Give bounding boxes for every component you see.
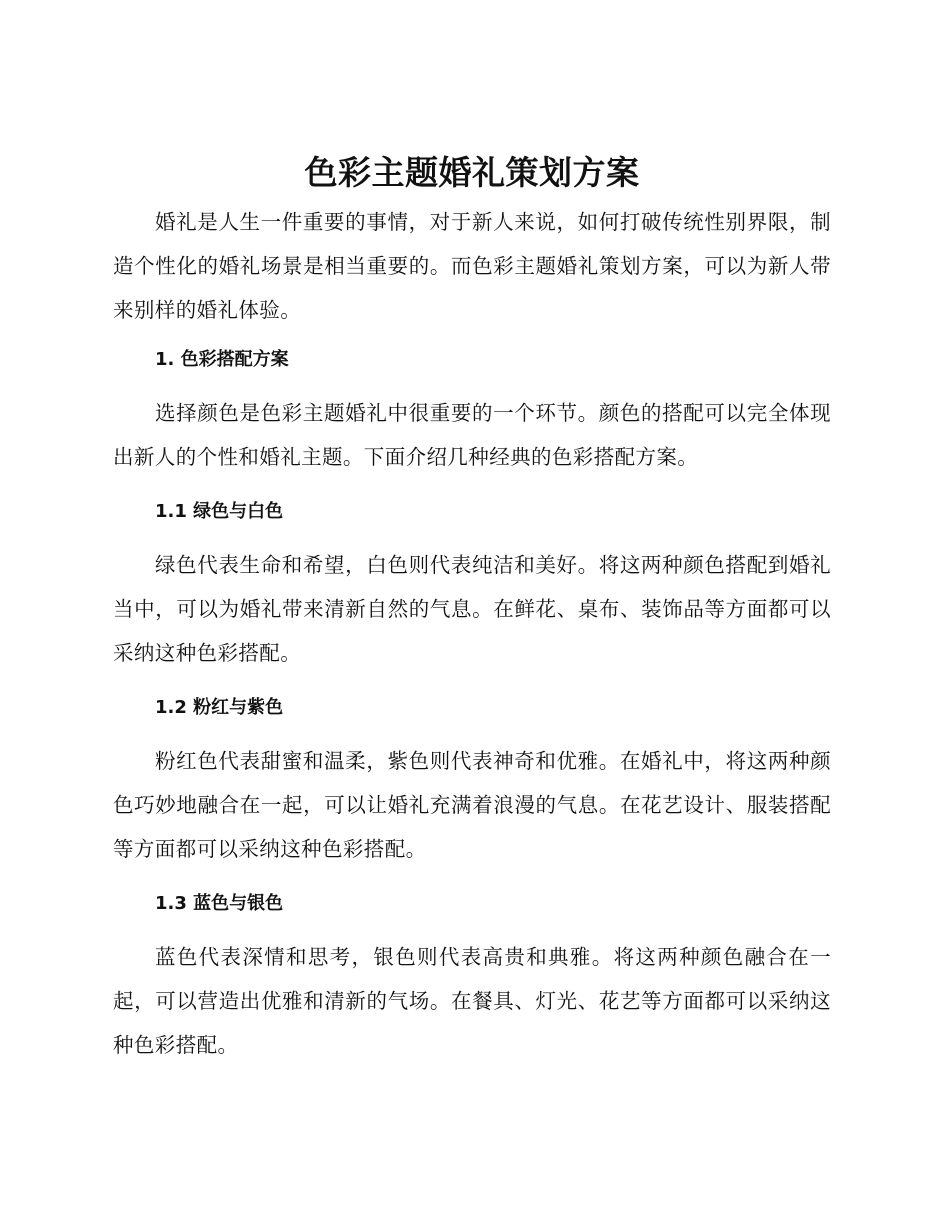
document-title: 色彩主题婚礼策划方案	[304, 153, 640, 192]
document-body	[113, 148, 831, 1067]
section-heading-pink-purple: 1.2 粉红与紫色	[155, 697, 284, 718]
section-paragraph-green-white: 绿色代表生命和希望，白色则代表纯洁和美好。将这两种颜色搭配到婚礼当中，可以为婚礼带来清新自然的气息。在鲜花、桌布、装饰品等方面都可以采纳这种色彩搭配。	[113, 553, 831, 665]
intro-paragraph: 婚礼是人生一件重要的事情，对于新人来说，如何打破传统性别界限，制造个性化的婚礼场景是相当重要的。而色彩主题婚礼策划方案，可以为新人带来别样的婚礼体验。	[113, 210, 831, 322]
section-heading-green-white: 1.1 绿色与白色	[155, 501, 284, 522]
section-paragraph-color-scheme: 选择颜色是色彩主题婚礼中很重要的一个环节。颜色的搭配可以完全体现出新人的个性和婚礼主题。下面介绍几种经典的色彩搭配方案。	[113, 401, 831, 469]
section-paragraph-pink-purple: 粉红色代表甜蜜和温柔，紫色则代表神奇和优雅。在婚礼中，将这两种颜色巧妙地融合在一起，可以让婚礼充满着浪漫的气息。在花艺设计、服装搭配等方面都可以采纳这种色彩搭配。	[113, 749, 831, 861]
section-heading-blue-silver: 1.3 蓝色与银色	[155, 893, 284, 914]
section-paragraph-blue-silver: 蓝色代表深情和思考，银色则代表高贵和典雅。将这两种颜色融合在一起，可以营造出优雅和清新的气场。在餐具、灯光、花艺等方面都可以采纳这种色彩搭配。	[113, 945, 831, 1057]
section-heading-color-scheme: 1. 色彩搭配方案	[155, 349, 289, 370]
